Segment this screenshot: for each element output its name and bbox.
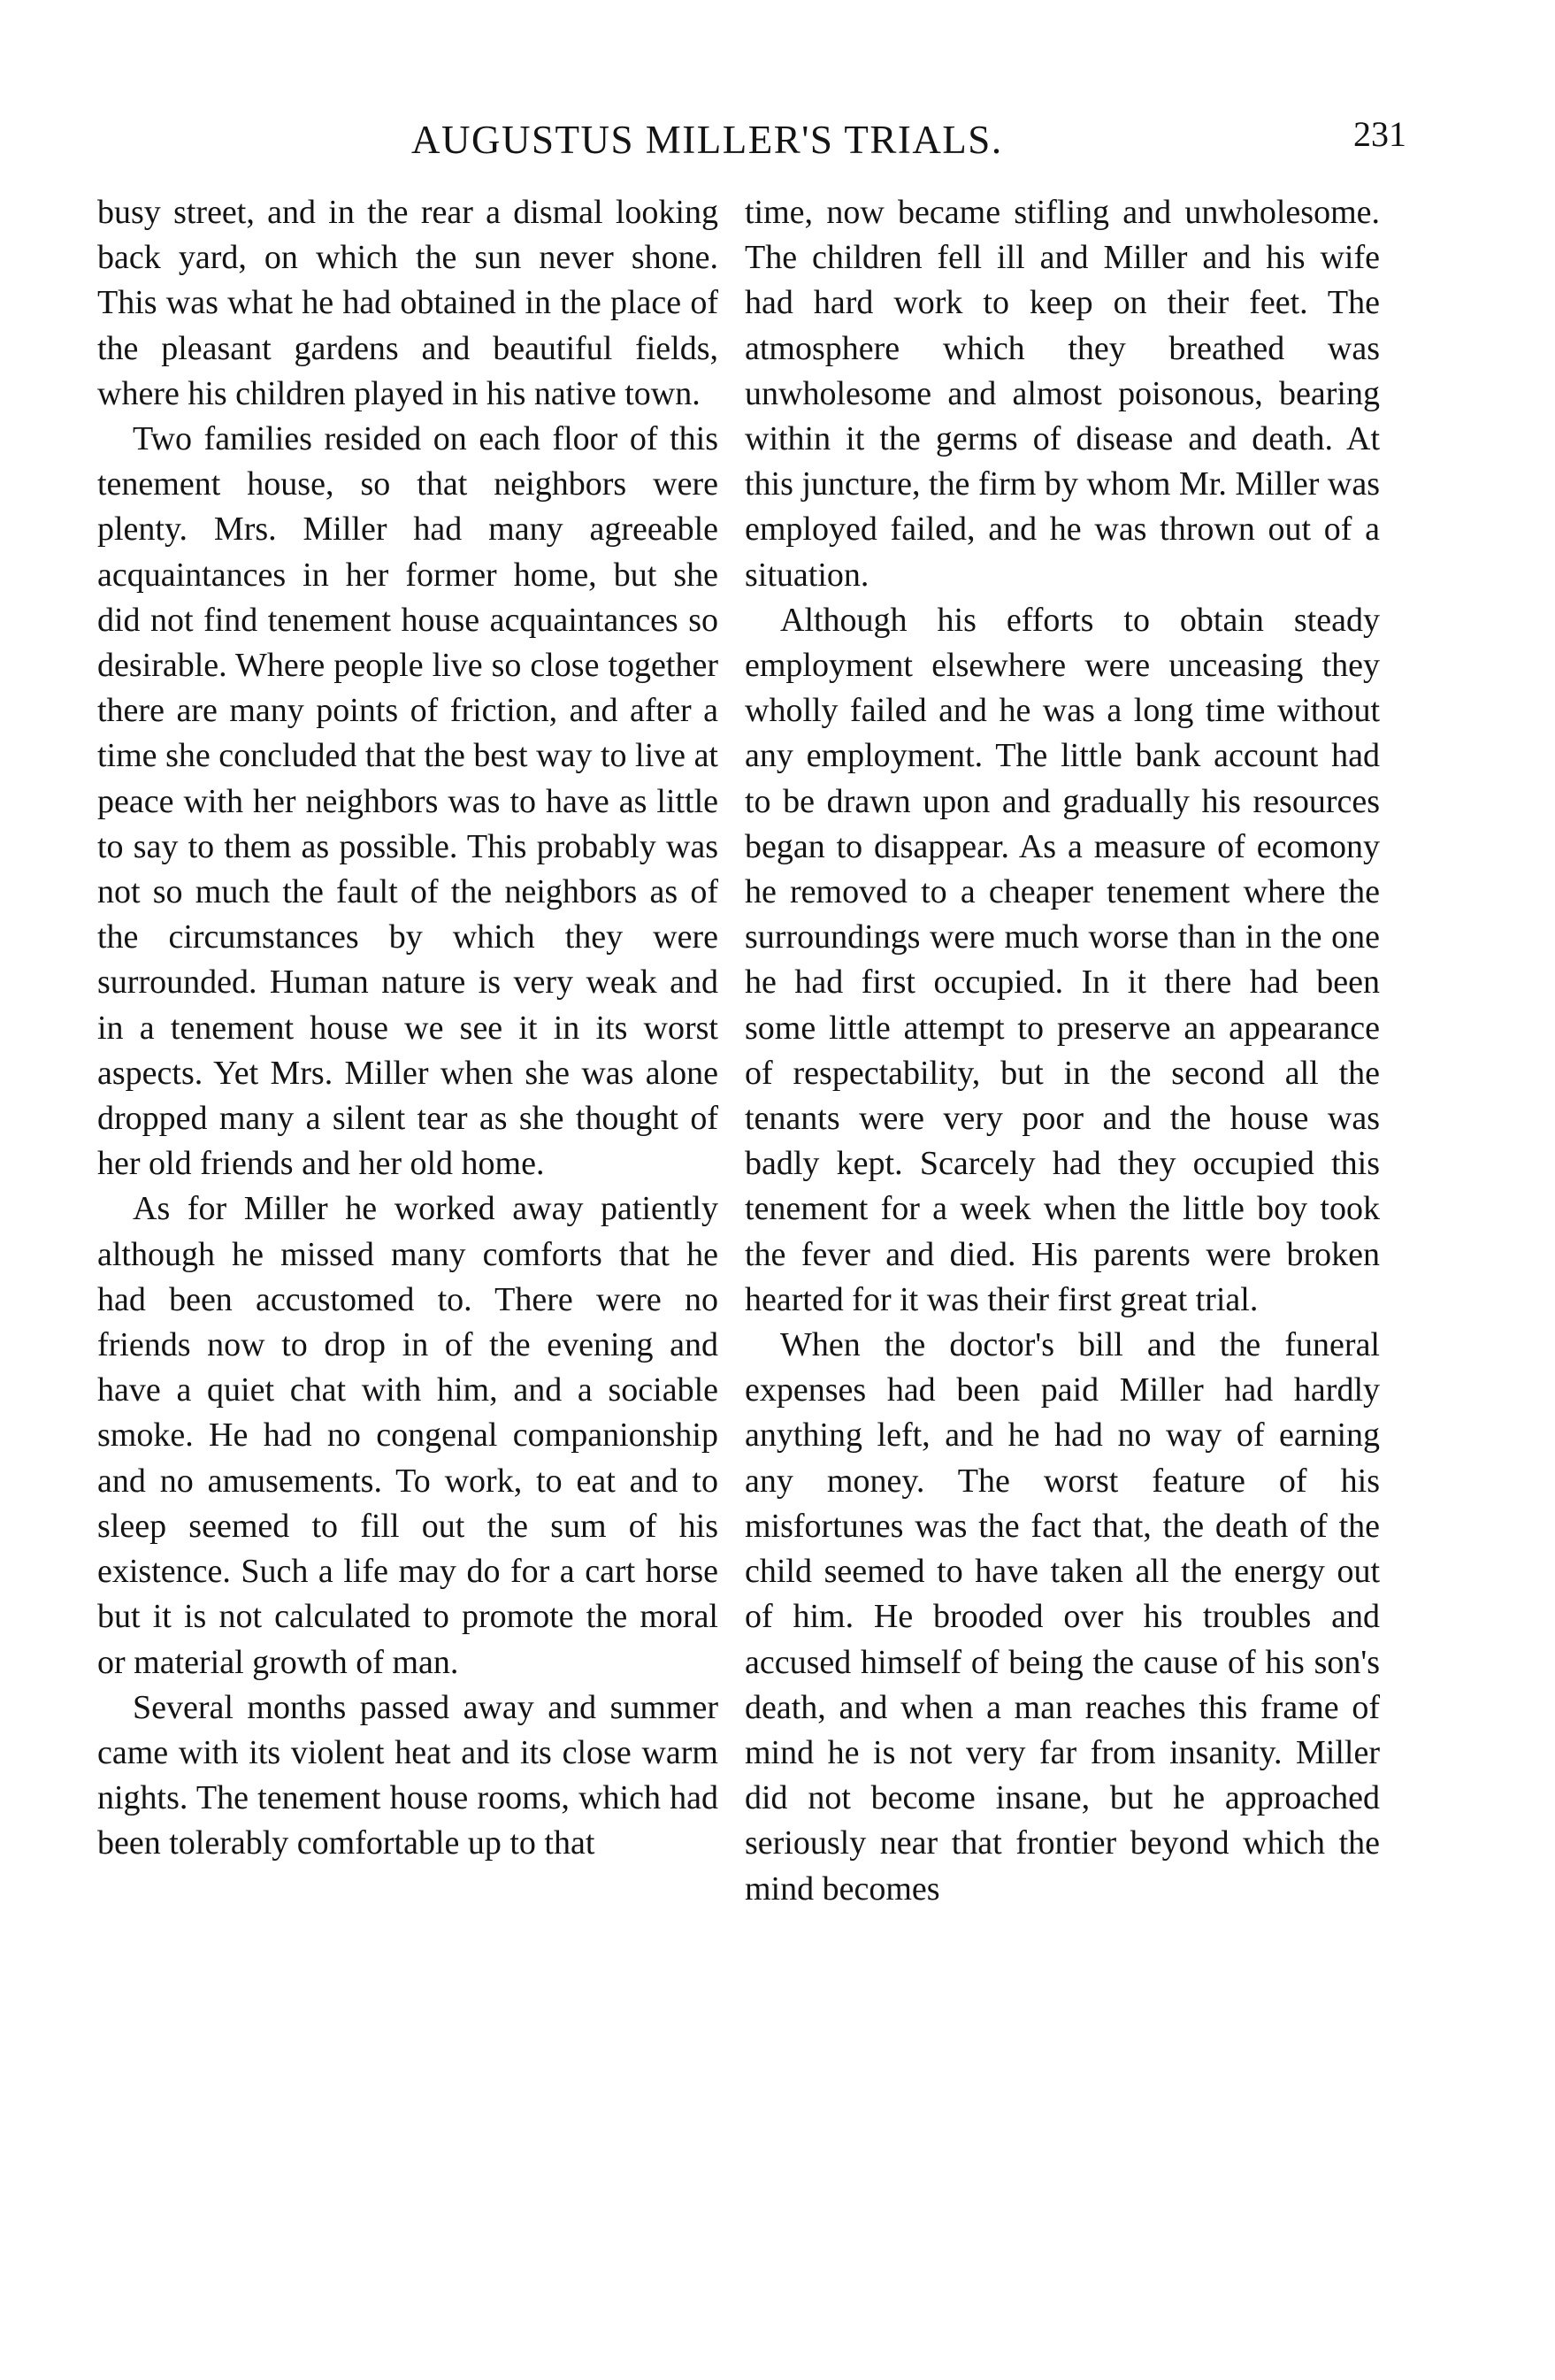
paragraph: Two families resided on each floor of this tenement house, so that neighbors were plenty. Mrs. Miller had many agreeable acquaintances in her former home, but she did not find tenement house acquaintances so desirable. Where people live so close together there are many points of friction, and after a time she concluded that the best way to live at peace with her neighbors was to have as little to say to them as possible. This probably was not so much the fault of the neighbors as of the circumstances by which they were surrounded. Human nature is very weak and in a tenement house we see it in its worst aspects. Yet Mrs. Miller when she was alone dropped many a silent tear as she thought of her old friends and her old home. <box>97 420 718 1183</box>
paragraph: Although his efforts to obtain steady employment elsewhere were unceasing they wholly failed and he was a long time without any employment. The little bank account had to be drawn upon and gradually his resources began to disappear. As a measure of ecomony he removed to a cheaper tenement where the surroundings were much worse than in the one he had first occupied. In it there had been some little attempt to preserve an appearance of respectability, but in the second all the tenants were very poor and the house was badly kept. Scarcely had they occupied this tenement for a week when the little boy took the fever and died. His parents were broken hearted for it was their first great trial. <box>745 601 1380 1318</box>
running-title: AUGUSTUS MILLER'S TRIALS. <box>411 118 1003 162</box>
paragraph: As for Miller he worked away patiently although he missed many comforts that he had been accustomed to. There were no friends now to drop in of the evening and have a quiet chat with him, and a sociable smoke. He had no congenal companionship and no amusements. To work, to eat and to sleep seemed to fill out the sum of his existence. Such a life may do for a cart horse but it is not calculated to promote the moral or material growth of man. <box>97 1190 718 1681</box>
paragraph: Several months passed away and summer came with its violent heat and its close warm nights. The tenement house rooms, which had been tolerably comfortable up to that <box>97 1688 718 1862</box>
running-head <box>97 113 1459 166</box>
right-column <box>745 190 1380 1912</box>
paragraph: time, now became stifling and unwholesome. The children fell ill and Miller and his wife had hard work to keep on their feet. The atmosphere which they breathed was unwholesome and almost poisonous, bearing within it the germs of disease and death. At this juncture, the firm by whom Mr. Miller was employed failed, and he was thrown out of a situation. <box>745 194 1380 594</box>
page-number: 231 <box>1353 114 1406 154</box>
paragraph: busy street, and in the rear a dismal looking back yard, on which the sun never shone. This was what he had obtained in the place of the pleasant gardens and beautiful fields, where his children played in his native town. <box>97 194 718 412</box>
paragraph: When the doctor's bill and the funeral expenses had been paid Miller had hardly anything left, and he had no way of earning any money. The worst feature of his misfortunes was the fact that, the death of the child seemed to have taken all the energy out of him. He brooded over his troubles and accused himself of being the cause of his son's death, and when a man reaches this frame of mind he is not very far from insanity. Miller did not become insane, but he approached seriously near that frontier beyond which the mind becomes <box>745 1326 1380 1908</box>
left-column <box>97 190 718 1867</box>
